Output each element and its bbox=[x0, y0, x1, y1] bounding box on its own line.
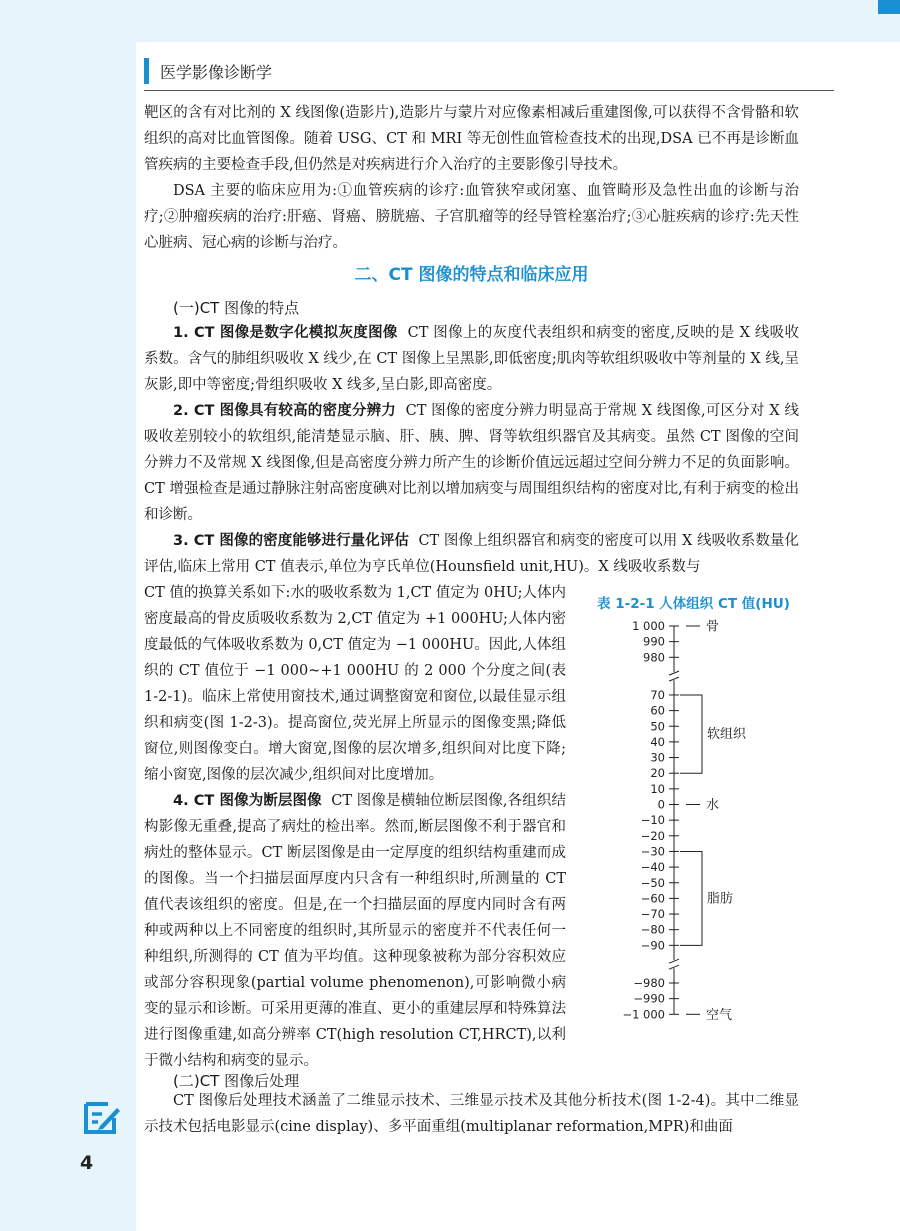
tick-label: −30 bbox=[640, 844, 665, 859]
top-margin-band bbox=[0, 0, 900, 42]
tick-label: −40 bbox=[640, 860, 665, 875]
paragraph-dsa-continuation: 靶区的含有对比剂的 X 线图像(造影片),造影片与蒙片对应像素相减后重建图像,可以获得不含骨骼和软组织的高对比血管图像。随着 USG、CT 和 MRI 等无创性血管检查技术的出现,DSA 已不再是诊断血管疾病的主要检查手段,但仍然是对疾病进行介入治疗的主要影像引导技术。 bbox=[144, 105, 799, 173]
category-bracket bbox=[680, 851, 702, 945]
item-2-title: 2. CT 图像具有较高的密度分辨力 bbox=[173, 403, 396, 419]
table-caption: 表 1-2-1 人体组织 CT 值(HU) bbox=[597, 596, 790, 612]
running-header bbox=[136, 52, 900, 94]
ct-value-scale-chart bbox=[588, 610, 800, 1030]
paragraph-dsa-applications: DSA 主要的临床应用为:①血管疾病的诊疗:血管狭窄或闭塞、血管畸形及急性出血的诊断与治疗;②肿瘤疾病的治疗:肝癌、肾癌、膀胱癌、子宫肌瘤等的经导管栓塞治疗;③心脏疾病的诊疗:先天性心脏病、冠心病的诊断与治疗。 bbox=[144, 183, 799, 251]
header-rule bbox=[144, 90, 834, 91]
category-bracket bbox=[680, 695, 702, 773]
paragraph-item-1 bbox=[144, 320, 799, 398]
paragraph-item-4 bbox=[144, 788, 566, 1074]
item-2-body: CT 图像的密度分辨力明显高于常规 X 线图像,可区分对 X 线吸收差别较小的软组织,能清楚显示脑、肝、胰、脾、肾等软组织器官及其病变。虽然 CT 图像的空间分辨力不及常规 X 线图像,但是高密度分辨力所产生的诊断价值远远超过空间分辨力不足的负面影响。CT 增强检查是通过静脉注射高密度碘对比剂以增加病变与周围组织结构的密度对比,有利于病变的检出和诊断。 bbox=[144, 403, 799, 523]
category-label: 脂肪 bbox=[707, 891, 734, 907]
item-4-title: 4. CT 图像为断层图像 bbox=[173, 793, 322, 809]
tick-label: −50 bbox=[640, 875, 665, 890]
category-label: 空气 bbox=[706, 1007, 733, 1023]
tick-label: 50 bbox=[650, 719, 665, 734]
tick-label: 30 bbox=[650, 750, 665, 765]
paragraph-postprocessing: CT 图像后处理技术涵盖了二维显示技术、三维显示技术及其他分析技术(图 1-2-4)。其中二维显示技术包括电影显示(cine display)、多平面重组(multiplanar reformation,MPR)和曲面 bbox=[144, 1093, 799, 1135]
tick-label: 980 bbox=[643, 650, 665, 665]
category-label: 骨 bbox=[706, 619, 720, 635]
section-title: 二、CT 图像的特点和临床应用 bbox=[354, 265, 589, 285]
tick-label: 20 bbox=[650, 766, 665, 781]
subsection-title-features: (一)CT 图像的特点 bbox=[173, 299, 300, 317]
paragraph-item-2 bbox=[144, 398, 799, 528]
tick-label: 10 bbox=[650, 781, 665, 796]
paragraph-item-3 bbox=[144, 528, 799, 580]
tick-label: 0 bbox=[657, 797, 665, 812]
item-3-body-a: CT 图像上组织器官和病变的密度可以用 X 线吸收系数量化评估,临床上常用 CT 值表示,单位为亨氏单位(Hounsfield unit,HU)。X 线吸收系数与 bbox=[144, 533, 800, 575]
tick-label: −80 bbox=[640, 922, 665, 937]
tick-label: −1 000 bbox=[622, 1007, 665, 1022]
category-label: 水 bbox=[706, 798, 720, 813]
tick-label: −70 bbox=[640, 907, 665, 922]
tick-label: 70 bbox=[650, 687, 665, 702]
corner-tab bbox=[878, 0, 900, 14]
paragraph-item-3-continued: CT 值的换算关系如下:水的吸收系数为 1,CT 值定为 0HU;人体内密度最高的骨皮质吸收系数为 2,CT 值定为 +1 000HU;人体内密度最低的气体吸收系数为 0,CT 值定为 −1 000HU。因此,人体组织的 CT 值位于 −1 000~+1 000HU 的 2 000 个分度之间(表 1-2-1)。临床上常使用窗技术,通过调整窗宽和窗位,以最佳显示组织和病变(图 1-2-3)。提高窗位,荧光屏上所显示的图像变黑;降低窗位,则图像变白。增大窗宽,图像的层次增多,组织间对比度下降;缩小窗宽,图像的层次减少,组织间对比度增加。 bbox=[144, 585, 566, 783]
notes-edit-icon bbox=[82, 1098, 122, 1138]
subsection-title-postprocessing: (二)CT 图像后处理 bbox=[173, 1072, 300, 1090]
page-number: 4 bbox=[80, 1152, 94, 1174]
tick-label: 40 bbox=[650, 734, 665, 749]
book-title: 医学影像诊断学 bbox=[160, 63, 273, 82]
item-1-body: CT 图像上的灰度代表组织和病变的密度,反映的是 X 线吸收系数。含气的肺组织吸收 X 线少,在 CT 图像上呈黑影,即低密度;肌肉等软组织吸收中等剂量的 X 线,呈灰影,即中等密度;骨组织吸收 X 线多,呈白影,即高密度。 bbox=[144, 325, 799, 393]
tick-label: −10 bbox=[640, 813, 665, 828]
tick-label: −20 bbox=[640, 828, 665, 843]
tick-label: −980 bbox=[633, 976, 665, 990]
tick-label: 990 bbox=[643, 634, 665, 649]
item-4-body: CT 图像是横轴位断层图像,各组织结构影像无重叠,提高了病灶的检出率。然而,断层图像不利于器官和病灶的整体显示。CT 断层图像是由一定厚度的组织结构重建而成的图像。当一个扫描层面厚度内只含有一种组织时,所测量的 CT 值代表该组织的密度。但是,在一个扫描层面的厚度内同时含有两种或两种以上不同密度的组织时,其所显示的密度并不代表任何一种组织,所测得的 CT 值为平均值。这种现象被称为部分容积效应或部分容积现象(partial volume phenomenon),可影响微小病变的显示和诊断。可采用更薄的准直、更小的重建层厚和特殊算法进行图像重建,如高分辨率 CT(high resolution CT,HRCT),以利于微小结构和病变的显示。 bbox=[144, 793, 567, 1069]
category-label: 软组织 bbox=[707, 727, 747, 743]
item-1-title: 1. CT 图像是数字化模拟灰度图像 bbox=[173, 325, 398, 341]
tick-label: −990 bbox=[633, 991, 665, 1006]
tick-label: −90 bbox=[640, 938, 665, 953]
left-margin-band bbox=[0, 0, 136, 1231]
header-accent-bar bbox=[144, 58, 149, 84]
tick-label: 1 000 bbox=[632, 619, 665, 633]
tick-label: 60 bbox=[650, 703, 665, 718]
item-3-title: 3. CT 图像的密度能够进行量化评估 bbox=[173, 533, 410, 549]
tick-label: −60 bbox=[640, 891, 665, 906]
